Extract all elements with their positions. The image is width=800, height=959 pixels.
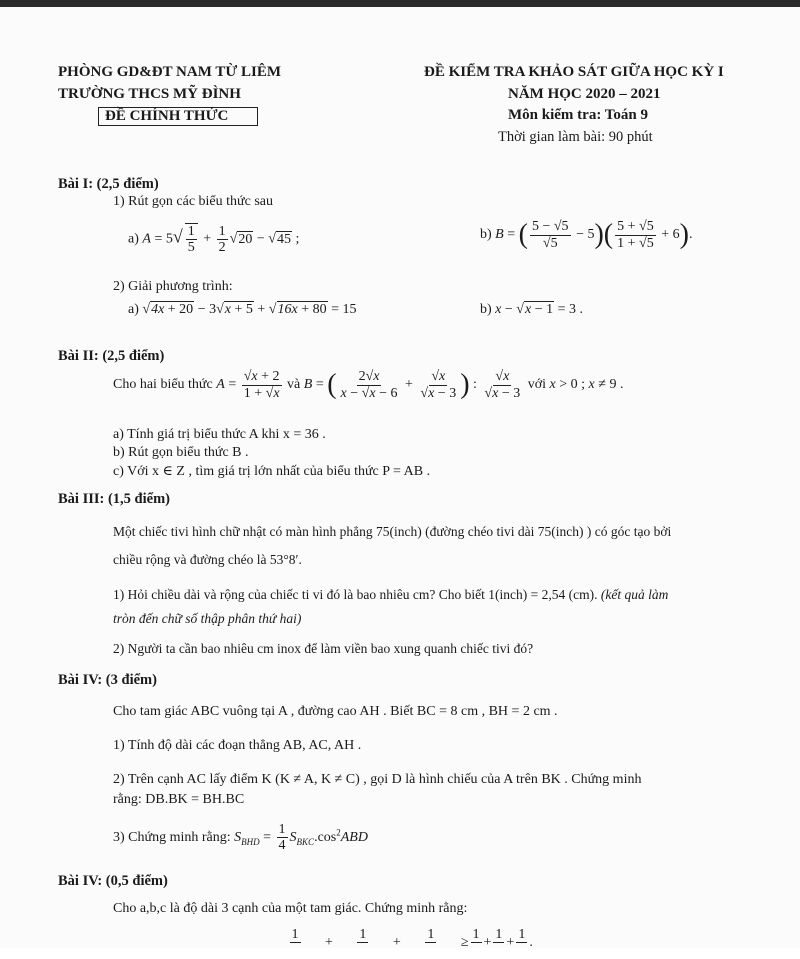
expression-b: b) B = ( $\frac{5 - √5}{√5}$ − 5)( $\frac{5 + √5}{1 + √5}$ + 6). [480,219,693,251]
department-name: PHÒNG GD&ĐT NAM TỪ LIÊM [58,64,282,80]
section-1-part-2: 2) Giải phương trình: [113,279,233,294]
section-4-intro: Cho tam giác ABC vuông tại A , đường cao AH . Biết BC = 8 cm , BH = 2 cm . [113,704,558,719]
school-year: NĂM HỌC 2020 – 2021 [508,86,661,102]
section-3-rounding-note: (kết quả làm [600,587,669,602]
section-4-question-3-label: 3) Chứng minh rằng: [113,830,231,846]
section-2-given: Cho hai biểu thức A = $\frac{√x + 2}{1 + √x}$ và B = ( $\frac{2√x}{x - √x - 6}$ + $\frac{√x}{√x - 3}$ ) : $\frac{√x}{√x - 3}$ với x > 0 ; x ≠ 9 . [113,369,624,401]
section-4-question-2-cont: rằng: DB.BK = BH.BC [113,792,245,807]
section-2-question-c: c) Với x ∈ Z , tìm giá trị lớn nhất của biểu thức P = AB . [113,464,431,479]
section-5-title: Bài IV: (0,5 điểm) [58,873,168,889]
section-3-question-2: 2) Người ta cần bao nhiêu cm inox để làm viền bao xung quanh chiếc tivi đó? [113,641,534,656]
section-1-part-1: 1) Rút gọn các biểu thức sau [113,194,273,209]
section-4-question-2: 2) Trên cạnh AC lấy điểm K (K ≠ A, K ≠ C) , gọi D là hình chiếu của A trên BK . Chứng minh [113,772,642,787]
section-3-text-1: Một chiếc tivi hình chữ nhật có màn hình phẳng 75(inch) (đường chéo tivi dài 75(inch) ) có góc tạo bởi [113,524,672,539]
section-4-question-3: 3) Chứng minh rằng: $S_{BHD}$ = $\frac{1}{4}$ $S_{BKC}.\cos^2ABD$ [113,822,368,854]
official-exam-box: ĐỀ CHÍNH THỨC [98,107,258,126]
expression-a: a) A = 5√ $\frac{1}{5}$ + $\frac{1}{2}$ √20 − √45 ; [128,223,300,256]
section-2-title: Bài II: (2,5 điểm) [58,348,165,364]
section-3-question-1-text: 1) Hỏi chiều dài và rộng của chiếc ti vi đó là bao nhiêu cm? Cho biết 1(inch) = 2,54 (cm). [113,587,601,602]
section-5-intro: Cho a,b,c là độ dài 3 cạnh của một tam giác. Chứng minh rằng: [113,901,468,916]
section-3-question-1 [113,587,668,603]
section-4-question-1: 1) Tính độ dài các đoạn thẳng AB, AC, AH . [113,738,362,753]
section-5-inequality: 1 + 1 + 1 ≥ 1 + 1 + 1 . [291,927,533,951]
school-name: TRƯỜNG THCS MỸ ĐÌNH [58,86,241,102]
document-page [0,7,800,951]
section-3-rounding-note-2: tròn đến chữ số thập phân thứ hai) [113,611,302,626]
section-3-title: Bài III: (1,5 điểm) [58,491,170,507]
exam-subject: Môn kiểm tra: Toán 9 [508,107,649,123]
window-top-bar [0,0,800,7]
section-2-question-b: b) Rút gọn biểu thức B . [113,445,249,460]
section-2-question-a: a) Tính giá trị biểu thức A khi x = 36 . [113,427,326,442]
equation-a: a) √4x + 20 − 3√x + 5 + √16x + 80 = 15 [128,302,357,317]
exam-duration: Thời gian làm bài: 90 phút [498,129,653,145]
equation-b: b) x − √x − 1 = 3 . [480,302,584,317]
section-1-title: Bài I: (2,5 điểm) [58,176,159,192]
section-4-title: Bài IV: (3 điểm) [58,672,157,688]
exam-title: ĐỀ KIỂM TRA KHẢO SÁT GIỮA HỌC KỲ I [424,64,724,80]
section-3-text-2: chiều rộng và đường chéo là 53°8′. [113,552,302,567]
